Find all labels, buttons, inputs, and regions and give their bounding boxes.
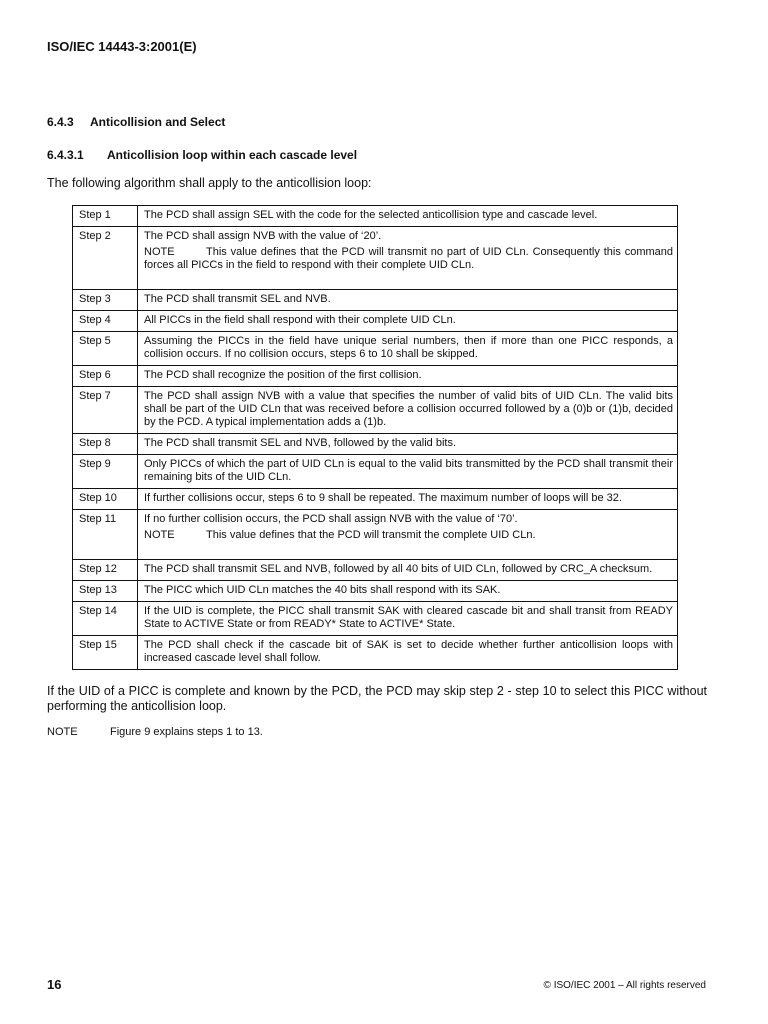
step-note <box>144 529 673 542</box>
note-tag: NOTE <box>47 726 78 738</box>
table-row <box>73 489 678 510</box>
table-row <box>73 455 678 489</box>
section-number: 6.4.3 <box>47 115 74 129</box>
document-header: ISO/IEC 14443-3:2001(E) <box>47 39 197 54</box>
step-label: Step 1 <box>73 206 138 227</box>
step-description: The PCD shall transmit SEL and NVB, followed by the valid bits. <box>138 434 678 455</box>
step-label: Step 10 <box>73 489 138 510</box>
step-description: The PCD shall assign NVB with a value that specifies the number of valid bits of UID CLn. The valid bits shall be part of the UID CLn that was received before a collision occurred followed by a (0)b or (1)b, decided by the PCD. A typical implementation adds a (1)b. <box>138 387 678 434</box>
table-row <box>73 311 678 332</box>
step-label: Step 6 <box>73 366 138 387</box>
step-description: The PCD shall assign SEL with the code for the selected anticollision type and cascade level. <box>138 206 678 227</box>
copyright-notice: © ISO/IEC 2001 – All rights reserved <box>543 980 706 991</box>
page-number: 16 <box>47 977 62 992</box>
table-row <box>73 366 678 387</box>
note-text: This value defines that the PCD will transmit no part of UID CLn. Consequently this command forces all PICCs in the field to respond with their complete UID CLn. <box>144 246 673 271</box>
step-description <box>138 227 678 290</box>
step-label: Step 7 <box>73 387 138 434</box>
subsection-number: 6.4.3.1 <box>47 148 84 162</box>
table-row <box>73 332 678 366</box>
step-description: Only PICCs of which the part of UID CLn is equal to the valid bits transmitted by the PCD shall transmit their remaining bits of the UID CLn. <box>138 455 678 489</box>
step-description <box>138 510 678 560</box>
table-row <box>73 227 678 290</box>
section-heading <box>47 115 225 129</box>
step-description: The PICC which UID CLn matches the 40 bits shall respond with its SAK. <box>138 581 678 602</box>
step-description: The PCD shall recognize the position of the first collision. <box>138 366 678 387</box>
step-label: Step 5 <box>73 332 138 366</box>
step-text: The PCD shall assign NVB with the value of ‘20’. <box>144 230 382 242</box>
note-text: This value defines that the PCD will transmit the complete UID CLn. <box>206 529 536 541</box>
table-row <box>73 290 678 311</box>
subsection-heading <box>47 148 357 162</box>
step-label: Step 3 <box>73 290 138 311</box>
note-tag: NOTE <box>144 529 175 541</box>
intro-text: The following algorithm shall apply to the anticollision loop: <box>47 176 372 190</box>
step-label: Step 12 <box>73 560 138 581</box>
step-description: If the UID is complete, the PICC shall transmit SAK with cleared cascade bit and shall transit from READY State to ACTIVE State or from READY* State to ACTIVE* State. <box>138 602 678 636</box>
table-row <box>73 581 678 602</box>
step-label: Step 2 <box>73 227 138 290</box>
figure-note <box>47 726 263 738</box>
section-title: Anticollision and Select <box>90 115 226 129</box>
step-label: Step 11 <box>73 510 138 560</box>
step-label: Step 15 <box>73 636 138 670</box>
step-description: If further collisions occur, steps 6 to 9 shall be repeated. The maximum number of loops will be 32. <box>138 489 678 510</box>
step-description: All PICCs in the field shall respond with their complete UID CLn. <box>138 311 678 332</box>
step-description: The PCD shall transmit SEL and NVB. <box>138 290 678 311</box>
step-label: Step 8 <box>73 434 138 455</box>
subsection-title: Anticollision loop within each cascade level <box>107 148 358 162</box>
table-row <box>73 510 678 560</box>
table-row <box>73 387 678 434</box>
table-row <box>73 434 678 455</box>
table-row <box>73 560 678 581</box>
body-paragraph: If the UID of a PICC is complete and known by the PCD, the PCD may skip step 2 - step 10 to select this PICC without performing the anticollision loop. <box>47 684 707 713</box>
table-row <box>73 602 678 636</box>
step-label: Step 9 <box>73 455 138 489</box>
step-description: The PCD shall check if the cascade bit of SAK is set to decide whether further anticollision loops with increased cascade level shall follow. <box>138 636 678 670</box>
step-description: Assuming the PICCs in the field have unique serial numbers, then if more than one PICC responds, a collision occurs. If no collision occurs, steps 6 to 10 shall be skipped. <box>138 332 678 366</box>
table-row <box>73 206 678 227</box>
step-description: The PCD shall transmit SEL and NVB, followed by all 40 bits of UID CLn, followed by CRC_A checksum. <box>138 560 678 581</box>
table-row <box>73 636 678 670</box>
step-label: Step 4 <box>73 311 138 332</box>
step-note <box>144 246 673 272</box>
algorithm-steps-table <box>72 205 678 670</box>
note-text: Figure 9 explains steps 1 to 13. <box>110 726 263 738</box>
note-tag: NOTE <box>144 246 175 258</box>
step-label: Step 14 <box>73 602 138 636</box>
step-label: Step 13 <box>73 581 138 602</box>
step-text: If no further collision occurs, the PCD shall assign NVB with the value of ‘70’. <box>144 513 518 525</box>
